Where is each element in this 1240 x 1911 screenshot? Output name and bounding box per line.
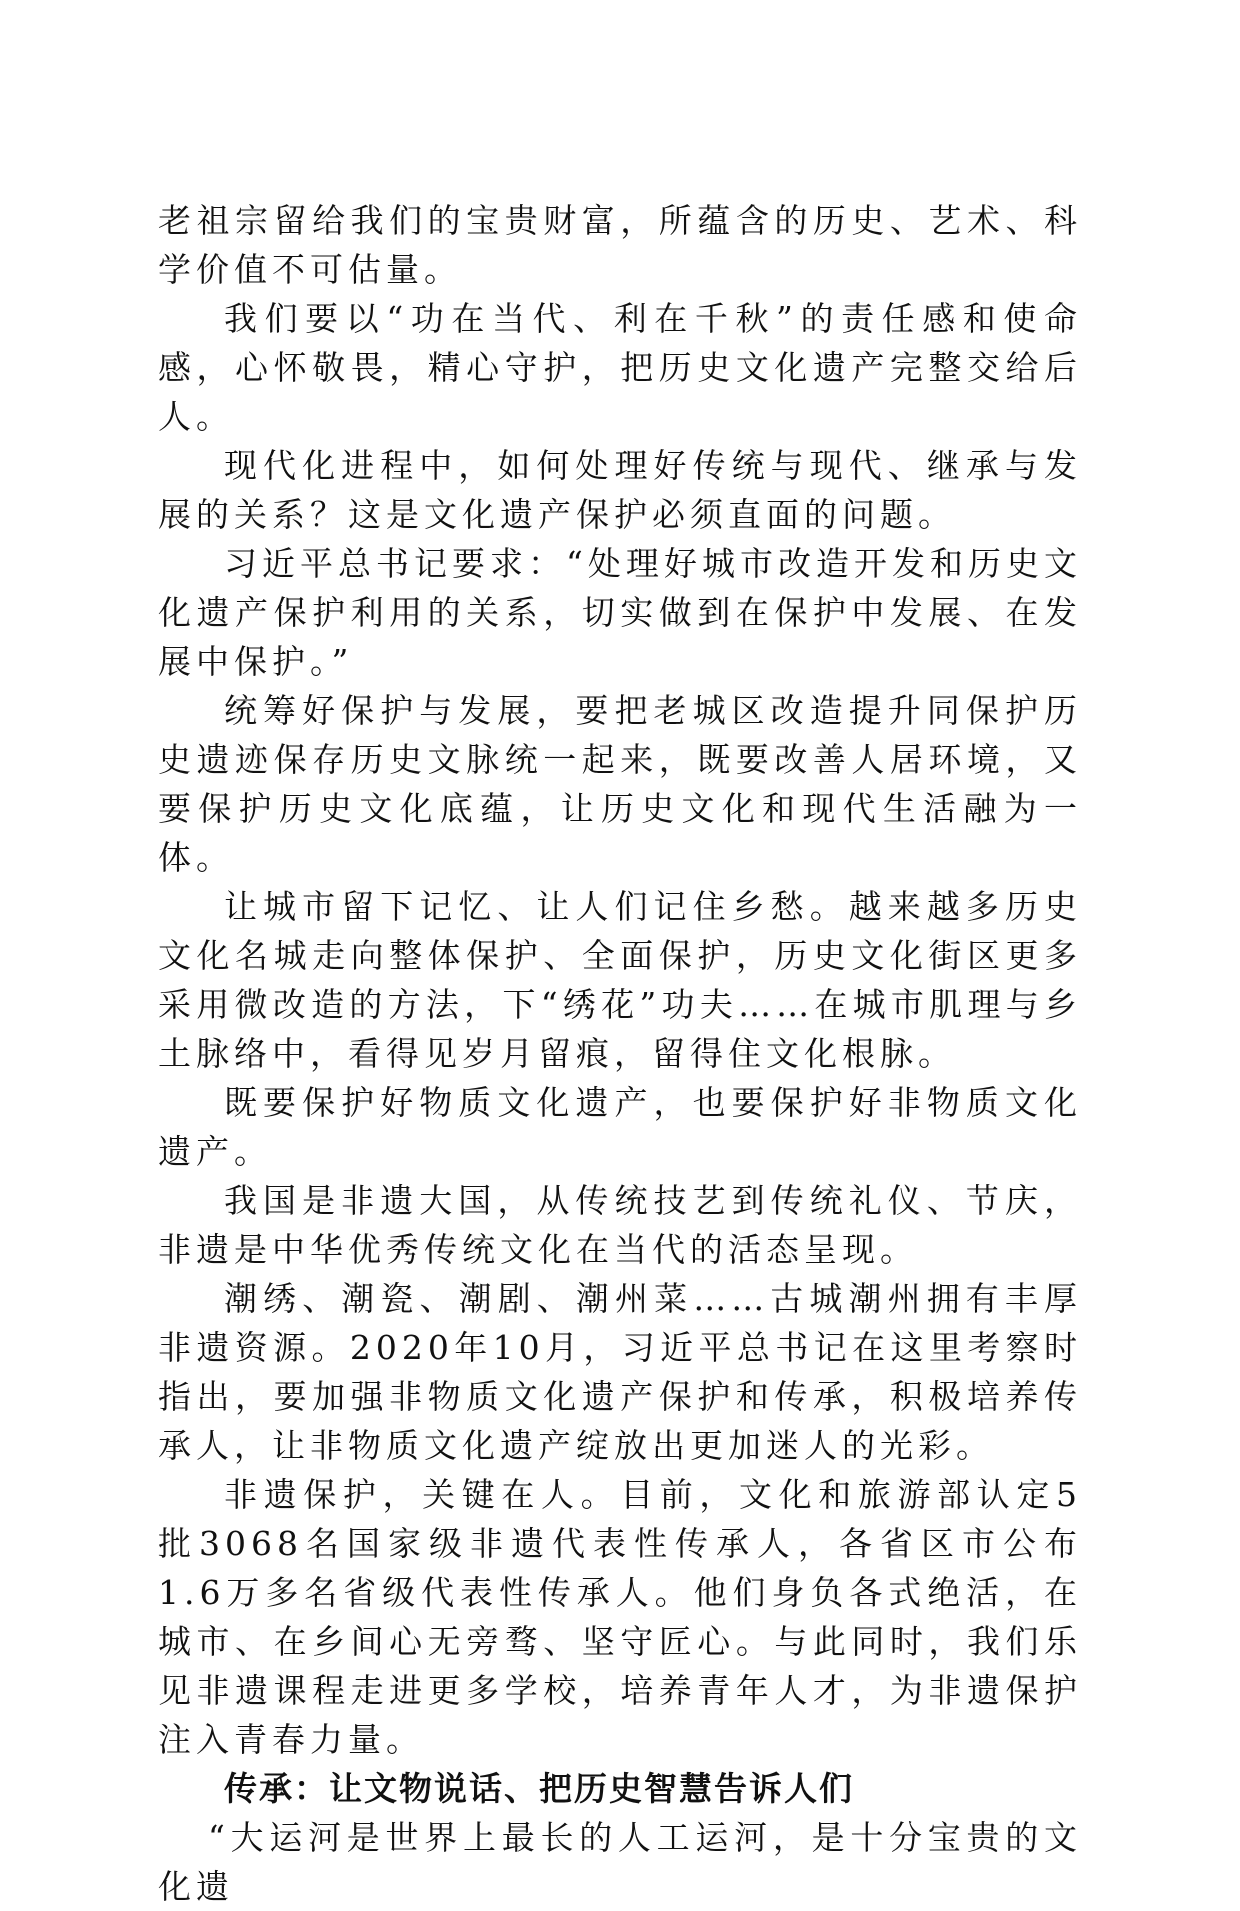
paragraph-requirement-quote: 习近平总书记要求：“处理好城市改造开发和历史文化遗产保护利用的关系，切实做到在保护中发展、在发展中保护。”	[158, 544, 1082, 681]
paragraph-grand-canal: “大运河是世界上最长的人工运河，是十分宝贵的文化遗	[158, 1818, 1082, 1906]
paragraph-modernization: 现代化进程中，如何处理好传统与现代、继承与发展的关系？这是文化遗产保护必须直面的问题。	[158, 446, 1082, 534]
paragraph-balance: 统筹好保护与发展，要把老城区改造提升同保护历史遗迹保存历史文脉统一起来，既要改善人居环境，又要保护历史文化底蕴，让历史文化和现代生活融为一体。	[158, 691, 1082, 877]
document-page	[158, 196, 1082, 1911]
paragraph-heritage-country: 我国是非遗大国，从传统技艺到传统礼仪、节庆，非遗是中华优秀传统文化在当代的活态呈现。	[158, 1181, 1082, 1269]
paragraph-intangible-heritage: 既要保护好物质文化遗产，也要保护好非物质文化遗产。	[158, 1083, 1082, 1171]
paragraph-heritage-value: 老祖宗留给我们的宝贵财富，所蕴含的历史、艺术、科学价值不可估量。	[158, 201, 1082, 289]
paragraph-city-memory: 让城市留下记忆、让人们记住乡愁。越来越多历史文化名城走向整体保护、全面保护，历史文化街区更多采用微改造的方法，下“绣花”功夫……在城市肌理与乡土脉络中，看得见岁月留痕，留得住文化根脉。	[158, 887, 1082, 1073]
paragraph-responsibility: 我们要以“功在当代、利在千秋”的责任感和使命感，心怀敬畏，精心守护，把历史文化遗产完整交给后人。	[158, 299, 1082, 436]
section-heading: 传承：让文物说话、把历史智慧告诉人们	[224, 1769, 854, 1808]
paragraph-chaozhou: 潮绣、潮瓷、潮剧、潮州菜……古城潮州拥有丰厚非遗资源。2020年10月，习近平总书记在这里考察时指出，要加强非物质文化遗产保护和传承，积极培养传承人，让非物质文化遗产绽放出更加迷人的光彩。	[158, 1279, 1082, 1465]
paragraph-inheritors: 非遗保护，关键在人。目前，文化和旅游部认定5批3068名国家级非遗代表性传承人，各省区市公布1.6万多名省级代表性传承人。他们身负各式绝活，在城市、在乡间心无旁骛、坚守匠心。与此同时，我们乐见非遗课程走进更多学校，培养青年人才，为非遗保护注入青春力量。	[158, 1475, 1082, 1759]
